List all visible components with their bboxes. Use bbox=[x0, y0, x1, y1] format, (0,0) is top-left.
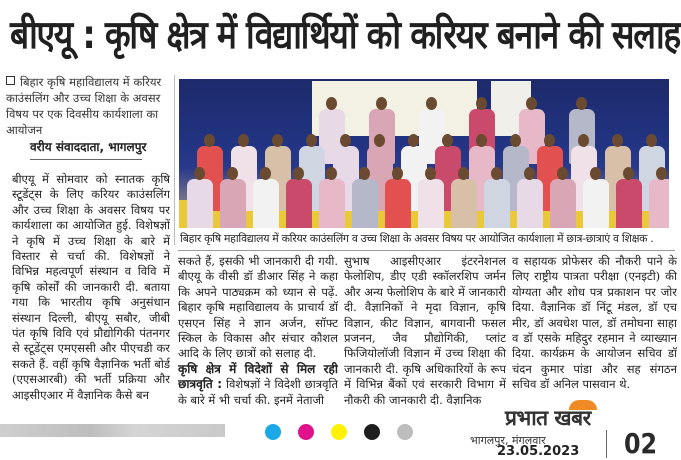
person-figure bbox=[550, 179, 576, 228]
person-head bbox=[646, 134, 657, 147]
person-head bbox=[524, 167, 535, 180]
person-figure bbox=[220, 179, 246, 228]
headline: बीएयू : कृषि क्षेत्र में विद्यार्थियों को करियर बनाने की सलाह bbox=[10, 13, 680, 58]
person-head bbox=[476, 134, 487, 147]
person-figure bbox=[418, 179, 444, 228]
magenta-mark bbox=[298, 424, 314, 440]
person-figure bbox=[616, 179, 642, 228]
black-mark bbox=[364, 424, 380, 440]
column-2-text: सकते हैं, इसकी भी जानकारी दी गयी. बीएयू के वीसी डॉ डीआर सिंह ने कहा कि अपने पाठ्यक्रम को ध्यान से पढ़ें. बिहार कृषि महाविद्यालय के प्राचार्य डॉ एसएन सिंह ने ज्ञान अर्जन, सॉफ्ट स्किल के विकास और संचार कौशल आदि के लिए छात्रों को सलाह दी. bbox=[178, 254, 338, 361]
person-figure bbox=[649, 179, 669, 228]
person-head bbox=[408, 134, 419, 147]
gray-mark bbox=[397, 424, 413, 440]
person-figure bbox=[385, 179, 411, 228]
issue-date: 23.05.2023 bbox=[497, 444, 580, 459]
person-head bbox=[510, 134, 521, 147]
column-divider bbox=[174, 75, 175, 245]
person-head bbox=[238, 134, 249, 147]
caption-divider bbox=[178, 250, 675, 251]
person-head bbox=[340, 134, 351, 147]
person-head bbox=[326, 167, 337, 180]
bullet-box-icon bbox=[6, 76, 15, 85]
person-head bbox=[392, 167, 403, 180]
person-figure bbox=[484, 179, 510, 228]
person-head bbox=[578, 134, 589, 147]
person-head bbox=[442, 134, 453, 147]
person-head bbox=[260, 167, 271, 180]
article-column-3: सुभाष आइसीएआर इंटरनेशनल फेलोशिप, डीए एडी स्कॉलरशिप जर्मन और अन्य फेलोशिप के बारे में जानकारी दी. वैज्ञानिकों ने मृदा विज्ञान, कृषि विज्ञान, कीट विज्ञान, बागवानी फसल प्रजनन, जैव प्रौद्योगिकी, प्लांट फिजियोलॉजी विज्ञान में उच्च शिक्षा की जानकारी दी. कृषि अधिकारियों के रूप में विभिन्न बैंकों एवं सरकारी विभाग में नौकरी की जानकारी दी. वैज्ञानिक bbox=[344, 254, 506, 406]
person-figure bbox=[253, 179, 279, 228]
person-head bbox=[526, 97, 537, 110]
person-figure bbox=[187, 179, 213, 228]
article-column-4: व सहायक प्रोफेसर की नौकरी पाने के लिए राष्ट्रीय पात्रता परीक्षा (एनइटी) की योग्यता और शोध पत्र प्रकाशन पर जोर दिया. वैज्ञानिक डॉ निंटू मंडल, डॉ एच मीर, डॉ अवधेश पाल, डॉ तमोघना साहा व डॉ एसके महिदुर रहमान ने व्याख्यान दिया. कार्यक्रम के आयोजन सचिव डॉ चंदन कुमार पांडा और सह संगठन सचिव डॉ अनिल पासवान थे. bbox=[512, 254, 677, 392]
person-head bbox=[326, 97, 337, 110]
person-head bbox=[576, 97, 587, 110]
photo-caption: बिहार कृषि महाविद्यालय में करियर काउंसलिंग व उच्च शिक्षा के अवसर विषय पर आयोजित कार्यशाला में छात्र-छात्राएं व शिक्षक . bbox=[180, 232, 654, 245]
person-head bbox=[425, 167, 436, 180]
person-head bbox=[227, 167, 238, 180]
newspaper-masthead: प्रभात खबर bbox=[505, 406, 591, 430]
byline: वरीय संवाददाता, भागलपुर bbox=[30, 140, 147, 154]
group-photo bbox=[179, 79, 669, 228]
person-head bbox=[458, 167, 469, 180]
person-head bbox=[359, 167, 370, 180]
person-head bbox=[491, 167, 502, 180]
person-figure bbox=[451, 179, 477, 228]
column-2-continued: विशेषज्ञों ने विदेशी छात्रवृति के बारे में भी चर्चा की. इनमें नेताजी bbox=[178, 377, 338, 407]
person-head bbox=[656, 167, 667, 180]
person-figure bbox=[517, 179, 543, 228]
cyan-mark bbox=[265, 424, 281, 440]
registration-marks bbox=[265, 424, 413, 440]
article-column-1: बीएयू में सोमवार को स्नातक कृषि स्टूडेंट्स के लिए करियर काउंसलिंग और उच्च शिक्षा के अवसर विषय पर कार्यशाला का आयोजित हुई. विशेषज्ञों ने कृषि में उच्च शिक्षा के बारे में विस्तार से चर्चा की. विशेषज्ञों ने विभिन्न महत्वपूर्ण संस्थान व विवि में कृषि कोर्सों की जानकारी दी. बताया गया कि भारतीय कृषि अनुसंधान संस्थान दिल्ली, बीएयू सबौर, जीबी पंत कृषि विवि एवं प्रौद्योगिकी पंतनगर से स्टूडेंट्स एमएससी और पीएचडी कर सकते हैं. वहीं कृषि वैज्ञानिक भर्ती बोर्ड (एएसआरबी) की भर्ती प्रक्रिया और आइसीएआर में वैज्ञानिक कैसे बन bbox=[12, 172, 170, 402]
person-figure bbox=[583, 179, 609, 228]
person-head bbox=[194, 167, 205, 180]
page-number-divider bbox=[606, 430, 607, 458]
person-head bbox=[544, 134, 555, 147]
person-head bbox=[623, 167, 634, 180]
subheadline bbox=[6, 74, 168, 138]
person-head bbox=[293, 167, 304, 180]
person-head bbox=[204, 134, 215, 147]
person-head bbox=[557, 167, 568, 180]
person-figure bbox=[286, 179, 312, 228]
section-subhead: कृषि क्षेत्र में विदेशों से मिल रही छात्रवृति : bbox=[178, 361, 338, 392]
person-head bbox=[426, 97, 437, 110]
print-gray-band bbox=[0, 424, 225, 437]
subheadline-text: बिहार कृषि महाविद्यालय में करियर काउंसलिंग और उच्च शिक्षा के अवसर विषय पर एक दिवसीय कार्यशाला का आयोजन bbox=[6, 75, 162, 137]
person-head bbox=[272, 134, 283, 147]
byline-divider bbox=[30, 159, 142, 160]
person-head bbox=[306, 134, 317, 147]
person-head bbox=[376, 97, 387, 110]
yellow-mark bbox=[331, 424, 347, 440]
person-head bbox=[612, 134, 623, 147]
person-figure bbox=[352, 179, 378, 228]
person-head bbox=[374, 134, 385, 147]
page-number: 02 bbox=[624, 427, 658, 460]
person-figure bbox=[319, 179, 345, 228]
city-day: भागलपुर, मंगलवार bbox=[470, 434, 546, 447]
person-head bbox=[476, 97, 487, 110]
article-column-2 bbox=[178, 254, 338, 414]
person-head bbox=[590, 167, 601, 180]
